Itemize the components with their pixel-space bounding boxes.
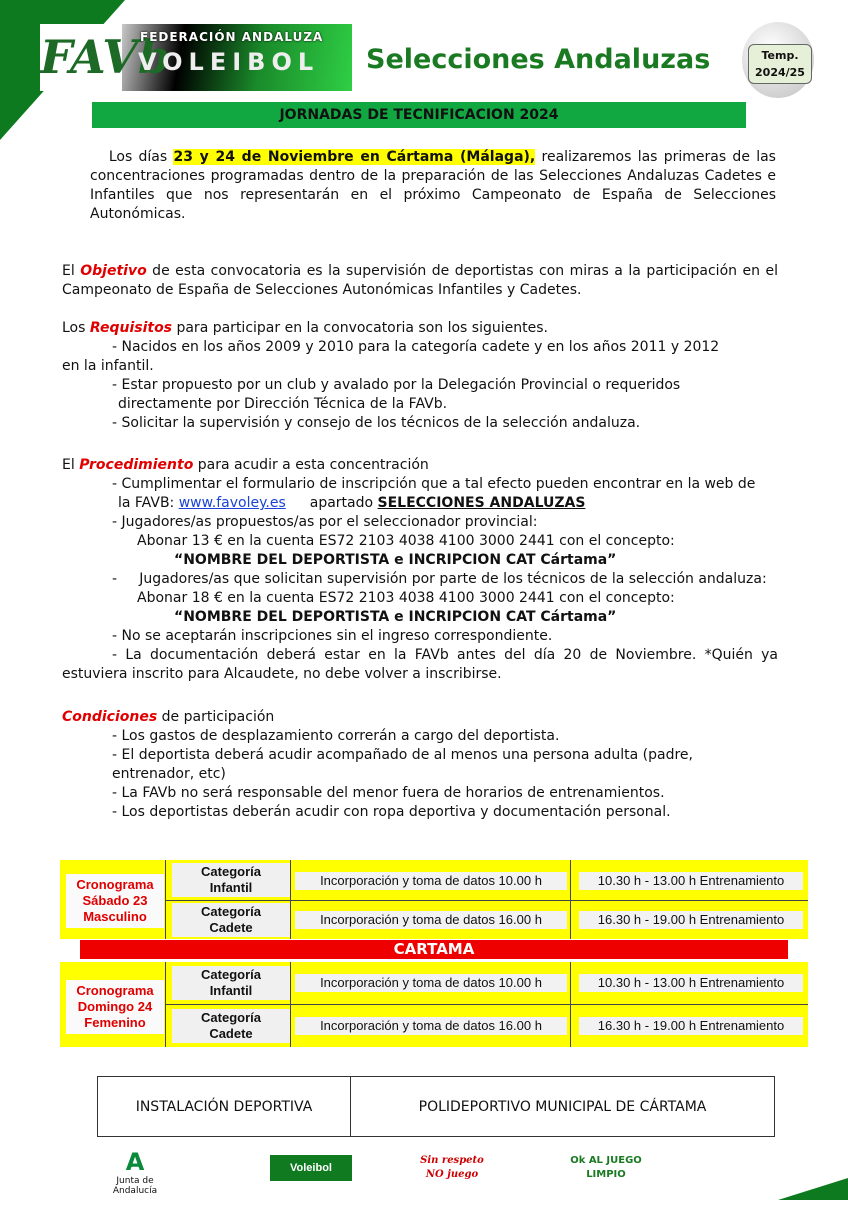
schedule-block-sunday bbox=[60, 962, 808, 1047]
federation-sport: VOLEIBOL bbox=[138, 48, 320, 76]
schedule-day: Cronograma Domingo 24 Femenino bbox=[66, 980, 164, 1034]
training-cell: 16.30 h - 19.00 h Entrenamiento bbox=[579, 1017, 803, 1035]
list-item: - Jugadores/as que solicitan supervisión por parte de los técnicos de la selección andaluza: bbox=[112, 571, 767, 587]
training-cell: 10.30 h - 13.00 h Entrenamiento bbox=[579, 974, 803, 992]
arrival-cell: Incorporación y toma de datos 10.00 h bbox=[295, 974, 567, 992]
sin-respeto-no-juego-logo: Sin respeto NO juego bbox=[420, 1155, 484, 1180]
training-cell: 16.30 h - 19.00 h Entrenamiento bbox=[579, 911, 803, 929]
season-label: Temp. bbox=[761, 49, 799, 62]
intro-text: Los días bbox=[108, 149, 174, 165]
juego-limpio-logo: Ok AL JUEGO LIMPIO bbox=[570, 1155, 642, 1180]
training-cell: 10.30 h - 13.00 h Entrenamiento bbox=[579, 872, 803, 890]
objetivo-paragraph: El Objetivo de esta convocatoria es la supervisión de deportistas con miras a la participación en el Campeonato de España de Selecciones Autonómicas Infantiles y Cadetes. bbox=[62, 263, 778, 298]
requisitos-keyword: Requisitos bbox=[89, 320, 173, 336]
schedule-block-saturday bbox=[60, 860, 808, 939]
objetivo-keyword: Objetivo bbox=[80, 263, 147, 279]
list-item: - Estar propuesto por un club y avalado por la Delegación Provincial o requeridos bbox=[112, 377, 681, 393]
season-badge bbox=[748, 44, 812, 84]
installation-label: INSTALACIÓN DEPORTIVA bbox=[98, 1077, 351, 1136]
condiciones-keyword: Condiciones bbox=[62, 709, 158, 725]
intro-text-rest: realizaremos las primeras de las concentraciones programadas dentro de la preparación de las Selecciones Andaluzas Cadetes e Infantiles que nos representarán en el próximo Campeonato de España de Selecciones Autonómicas. bbox=[90, 149, 776, 222]
arrival-cell: Incorporación y toma de datos 10.00 h bbox=[295, 872, 567, 890]
favb-logo-mark: FAVb bbox=[40, 24, 122, 91]
list-item: estuviera inscrito para Alcaudete, no debe volver a inscribirse. bbox=[62, 666, 502, 682]
location-separator: CARTAMA bbox=[80, 940, 788, 959]
procedimiento-keyword: Procedimiento bbox=[79, 457, 194, 473]
list-item: Abonar 18 € en la cuenta ES72 2103 4038 4100 3000 2441 con el concepto: bbox=[137, 590, 675, 606]
voleibol-salud-logo: Voleibol SALUD bbox=[270, 1155, 352, 1181]
condiciones-section: Condiciones de participación - Los gastos de desplazamiento correrán a cargo del deportista. - El deportista deberá acudir acompañado de al menos una persona adulta (padre, entrenador, etc) - La FAVb no será responsable del menor fuera de horarios de entrenamientos. - Los deportistas deberán acudir con ropa deportiva y documentación personal. bbox=[62, 708, 778, 822]
payment-concept: “NOMBRE DEL DEPORTISTA e INCRIPCION CAT Cártama” bbox=[174, 552, 617, 568]
season-value: 2024/25 bbox=[755, 66, 805, 79]
junta-andalucia-logo: A Junta de Andalucía bbox=[112, 1148, 158, 1196]
list-item: - Los gastos de desplazamiento correrán a cargo del deportista. bbox=[112, 728, 560, 744]
list-item: en la infantil. bbox=[62, 358, 154, 374]
installation-value: POLIDEPORTIVO MUNICIPAL DE CÁRTAMA bbox=[418, 1098, 707, 1115]
payment-concept: “NOMBRE DEL DEPORTISTA e INCRIPCION CAT Cártama” bbox=[174, 609, 617, 625]
list-item: - La documentación deberá estar en la FAVb antes del día 20 de Noviembre. *Quién ya bbox=[112, 647, 778, 663]
section-banner: JORNADAS DE TECNIFICACION 2024 bbox=[92, 102, 746, 128]
list-item: - Nacidos en los años 2009 y 2010 para la categoría cadete y en los años 2011 y 2012 bbox=[112, 339, 720, 355]
list-item: - El deportista deberá acudir acompañado de al menos una persona adulta (padre, bbox=[112, 747, 693, 763]
procedimiento-section: El Procedimiento para acudir a esta concentración - Cumplimentar el formulario de inscripción que a tal efecto pueden encontrar en la web de la FAVB: www.favoley.es apartado SELECCIONES ANDALUZAS - Jugadores/as propuestos/as por el seleccionador provincial: Abonar 13 € en la cuenta ES72 2103 4038 4100 3000 2441 con el concepto: “NOMBRE DEL DEPORTISTA e INCRIPCION CAT Cártama” - Jugadores/as que solicitan supervisión por parte de los técnicos de la selección andaluza: Abonar 18 € en la cuenta ES72 2103 4038 4100 3000 2441 con el concepto: “NOMBRE DEL DEPORTISTA e INCRIPCION CAT Cártama” - No se aceptarán inscripciones sin el ingreso correspondiente. - La documentación deberá estar en la FAVb antes del día 20 de Noviembre. *Quién ya estuviera inscrito para Alcaudete, no debe volver a inscribirse. bbox=[62, 457, 778, 682]
list-item: - Solicitar la supervisión y consejo de los técnicos de la selección andaluza. bbox=[112, 415, 641, 431]
category-cell: Categoría Cadete bbox=[172, 1009, 290, 1043]
list-item: directamente por Dirección Técnica de la FAVb. bbox=[118, 396, 448, 412]
arrival-cell: Incorporación y toma de datos 16.00 h bbox=[295, 1017, 567, 1035]
federation-name: FEDERACIÓN ANDALUZA bbox=[140, 30, 324, 44]
category-cell: Categoría Cadete bbox=[172, 903, 290, 937]
page-title: Selecciones Andaluzas bbox=[366, 44, 711, 75]
category-cell: Categoría Infantil bbox=[172, 966, 290, 1000]
list-item: Abonar 13 € en la cuenta ES72 2103 4038 4100 3000 2441 con el concepto: bbox=[137, 533, 675, 549]
requisitos-section: Los Requisitos para participar en la convocatoria son los siguientes. - Nacidos en los años 2009 y 2010 para la categoría cadete y en los años 2011 y 2012 en la infantil. - Estar propuesto por un club y avalado por la Delegación Provincial o requeridos directamente por Dirección Técnica de la FAVb. - Solicitar la supervisión y consejo de los técnicos de la selección andaluza. bbox=[62, 319, 778, 433]
category-cell: Categoría Infantil bbox=[172, 863, 290, 897]
selecciones-link-text: SELECCIONES ANDALUZAS bbox=[377, 495, 586, 511]
list-item: entrenador, etc) bbox=[112, 766, 226, 782]
list-item: - Jugadores/as propuestos/as por el seleccionador provincial: bbox=[112, 514, 538, 530]
list-item: - No se aceptarán inscripciones sin el ingreso correspondiente. bbox=[112, 628, 553, 644]
favoley-link[interactable]: www.favoley.es bbox=[178, 495, 286, 511]
schedule-day: Cronograma Sábado 23 Masculino bbox=[66, 874, 164, 928]
intro-highlight: 23 y 24 de Noviembre en Cártama (Málaga), bbox=[173, 149, 536, 165]
favb-logo bbox=[40, 24, 352, 91]
arrival-cell: Incorporación y toma de datos 16.00 h bbox=[295, 911, 567, 929]
intro-paragraph bbox=[90, 148, 776, 224]
footer-green-triangle bbox=[778, 1178, 848, 1200]
list-item: - Los deportistas deberán acudir con ropa deportiva y documentación personal. bbox=[112, 804, 671, 820]
installation-box bbox=[97, 1076, 775, 1137]
list-item: - La FAVb no será responsable del menor fuera de horarios de entrenamientos. bbox=[112, 785, 665, 801]
list-item: - Cumplimentar el formulario de inscripción que a tal efecto pueden encontrar en la web de bbox=[112, 476, 756, 492]
